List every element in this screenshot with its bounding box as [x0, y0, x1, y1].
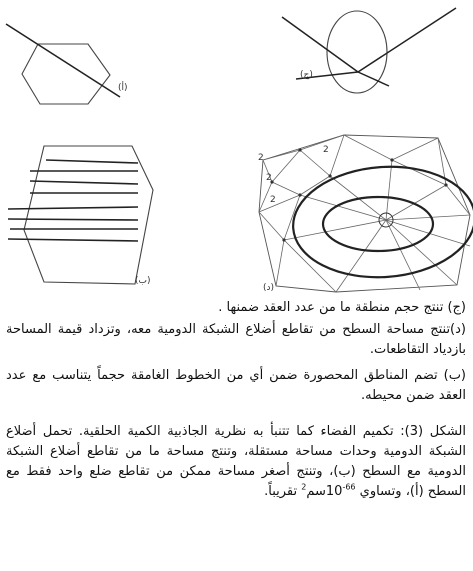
main-caption-text	[6, 422, 466, 502]
panel-b-line	[46, 160, 138, 163]
panel-c	[282, 8, 456, 93]
caption-c	[6, 298, 466, 318]
area-unit: سم	[306, 484, 326, 499]
panel-d-nodes	[270, 148, 447, 241]
main-caption-after: تقريباً.	[264, 484, 302, 499]
panel-a-edge-line	[6, 24, 120, 97]
panel-b-label: (ب)	[135, 276, 151, 286]
panel-c-line-1	[282, 17, 358, 72]
area-value	[326, 484, 356, 499]
panel-d-number: 2	[270, 195, 276, 205]
panel-a-hexagon	[22, 44, 110, 104]
panel-b	[8, 146, 153, 286]
panel-b-line	[8, 207, 138, 209]
panel-b-hexagon	[24, 146, 153, 284]
main-caption-before: الشكل (3): تكميم الفضاء كما تتنبأ به نظرية الجاذبية الكمية الحلقية. تحمل أضلاع الشبكة الدومية وحدات مساحة مستقلة، وتنتج مساحة ما من تقاطع أضلاع الشبكة الدومية مع السطح (ب)، وتنتج أصغر مساحة ممكن من تقاطع ضلع واحد فقط مع السطح (أ)، وتساوي	[6, 424, 466, 499]
panel-d-inner-surface	[323, 197, 433, 251]
panel-c-line-4	[358, 72, 389, 86]
area-unit-exponent: 2	[301, 482, 307, 492]
caption-c-text: (ج) تنتج حجم منطقة ما من عدد العقد ضمنها .	[218, 300, 466, 315]
panel-d-outer-surface	[289, 161, 473, 283]
panel-b-line	[30, 181, 138, 184]
panel-d-network	[259, 135, 470, 292]
panel-d-number: 2	[258, 153, 264, 163]
caption-d	[6, 320, 466, 360]
area-exponent: -66	[342, 482, 356, 492]
panel-b-line	[8, 239, 138, 241]
area-base: 10	[325, 484, 343, 499]
panel-a	[6, 24, 128, 104]
panel-c-label: (ج)	[300, 70, 313, 80]
panel-d-number: 2	[323, 145, 329, 155]
main-caption	[6, 422, 466, 502]
caption-b-text: (ب) تضم المناطق المحصورة ضمن أي من الخطوط الغامقة حجماً يتناسب مع عدد العقد ضمن محيطه.	[6, 368, 466, 403]
caption-b	[6, 366, 466, 406]
panel-b-line	[8, 219, 138, 220]
panel-d-number: 2	[266, 173, 272, 183]
caption-d-text: (د)تنتج مساحة السطح من تقاطع أضلاع الشبكة الدومية معه، وتزداد قيمة المساحة بازدياد التقاطعات.	[6, 322, 466, 357]
panel-d	[258, 135, 473, 293]
panel-d-label: (د)	[263, 283, 275, 293]
panel-a-label: (أ)	[118, 83, 128, 93]
